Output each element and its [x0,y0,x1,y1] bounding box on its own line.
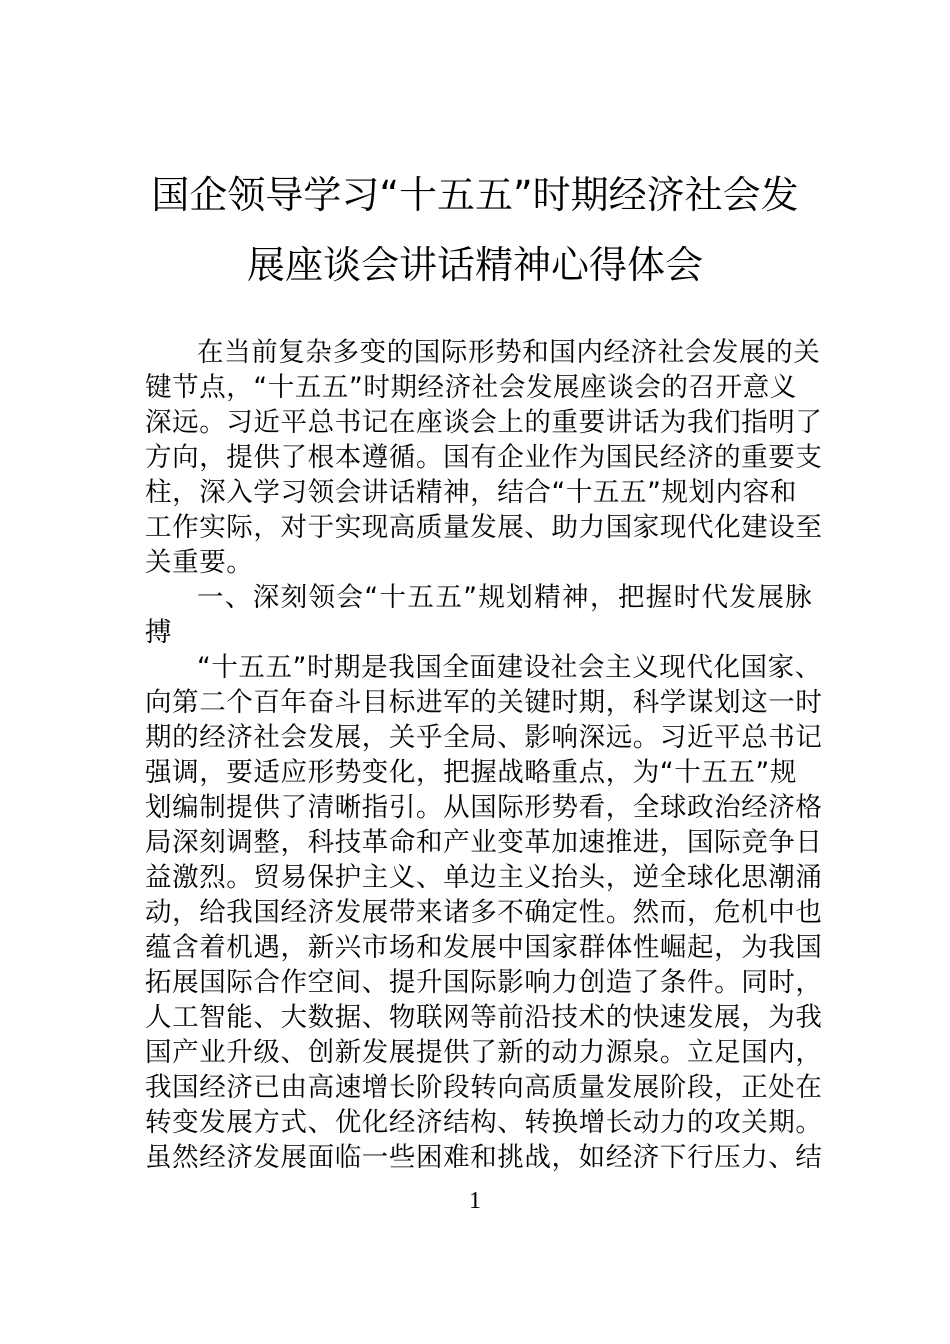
paragraph-line: 国产业升级、创新发展提供了新的动力源泉。立足国内， [145,1037,823,1068]
page-number: 1 [469,1188,481,1214]
paragraph-line: 我国经济已由高速增长阶段转向高质量发展阶段，正处在 [145,1072,823,1103]
paragraph-line: 在当前复杂多变的国际形势和国内经济社会发展的关 [197,337,821,368]
paragraph-line: 拓展国际合作空间、提升国际影响力创造了条件。同时， [145,967,823,998]
section-heading-1 [145,580,814,650]
paragraph-line: 方向，提供了根本遵循。国有企业作为国民经济的重要支 [145,442,823,473]
document-body [145,335,823,1175]
paragraph-line: 划编制提供了清晰指引。从国际形势看，全球政治经济格 [145,792,823,823]
paragraph-line: 期的经济社会发展，关乎全局、影响深远。习近平总书记 [145,722,823,753]
paragraph-line: 键节点，“十五五”时期经济社会发展座谈会的召开意义 [145,372,797,403]
paragraph-line: 蕴含着机遇，新兴市场和发展中国家群体性崛起，为我国 [145,932,823,963]
document-title [145,160,805,300]
section-heading-line: 搏 [145,617,173,648]
paragraph-line: 动，给我国经济发展带来诸多不确定性。然而，危机中也 [145,897,823,928]
title-line-1: 国企领导学习“十五五”时期经济社会发 [151,173,799,217]
paragraph-line: 工作实际，对于实现高质量发展、助力国家现代化建设至 [145,512,823,543]
paragraph-line: 向第二个百年奋斗目标进军的关键时期，科学谋划这一时 [145,687,823,718]
paragraph-line: “十五五”时期是我国全面建设社会主义现代化国家、 [197,652,822,683]
paragraph-line: 柱，深入学习领会讲话精神，结合“十五五”规划内容和 [145,477,797,508]
paragraph-line: 转变发展方式、优化经济结构、转换增长动力的攻关期。 [145,1107,823,1138]
title-line-2: 展座谈会讲话精神心得体会 [246,243,703,287]
section-heading-line: 一、深刻领会“十五五”规划精神，把握时代发展脉 [197,582,814,613]
paragraph-line: 强调，要适应形势变化，把握战略重点，为“十五五”规 [145,757,797,788]
paragraph-line: 益激烈。贸易保护主义、单边主义抬头，逆全球化思潮涌 [145,862,823,893]
paragraph-line: 虽然经济发展面临一些困难和挑战，如经济下行压力、结 [145,1142,823,1173]
paragraph-line: 深远。习近平总书记在座谈会上的重要讲话为我们指明了 [145,407,823,438]
section-1-paragraph [145,650,823,1175]
paragraph-line: 局深刻调整，科技革命和产业变革加速推进，国际竞争日 [145,827,823,858]
intro-paragraph [145,335,823,580]
paragraph-line: 关重要。 [145,547,254,578]
paragraph-line: 人工智能、大数据、物联网等前沿技术的快速发展，为我 [145,1002,823,1033]
